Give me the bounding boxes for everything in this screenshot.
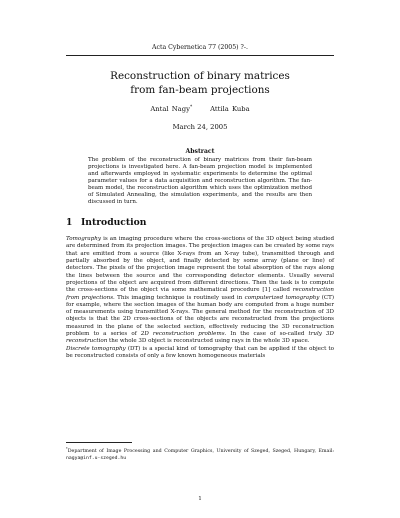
footnote-email: nagya@inf.u-szeged.hu — [66, 455, 127, 461]
footnote-rule — [66, 442, 132, 443]
title-line-2: from fan-beam projections — [130, 83, 270, 96]
footnote: *Department of Image Processing and Computer Graphics, University of Szeged, Szeged, Hungary, Email: nagya@inf.u-szeged.hu — [66, 447, 334, 461]
body-text — [66, 236, 334, 360]
paragraph-2: Discrete tomography (DT) is a special kind of tomography that can be applied if the object to be reconstructed consists of only a few known homogeneous materials — [66, 345, 335, 359]
paper-date: March 24, 2005 — [172, 123, 228, 131]
abstract-heading: Abstract — [185, 148, 215, 155]
author-list — [66, 103, 334, 114]
abstract-text: The problem of the reconstruction of binary matrices from their fan-beam projections is investigated here. A fan-beam projection model is implemented and afterwards employed in systematic experiments to determine the optimal parameter values for a data acquisition and reconstruction algorithm. The fan-beam model, the reconstruction algorithm which uses the optimization method of Simulated Annealing, the simulation experiments, and the results are then discussed in turn. — [88, 157, 312, 206]
section-heading — [66, 217, 334, 229]
paragraph-1: Tomography is an imaging procedure where the cross-sections of the 3D object being studied are determined from its projection images. The projection images can be created by some rays that are emitted from a source (like X-rays from an X-ray tube), transmitted through and partially absorbed by the object, and finally detected by some array (plane or line) of detectors. The pixels of the projection image represent the total absorption of the rays along the lines between the source and the corresponding detector elements. Usually several projections of the object are acquired from different directions. Then the task is to compute the cross-sections of the object via some mathematical procedure [1] called reconstruction from projections. This imaging technique is routinely used in computerized tomography (CT) for example, where the section images of the human body are computed from a huge number of measurements using transmitted X-rays. The general method for the reconstruction of 3D objects is that the 2D cross-sections of the objects are reconstructed from the projections measured in the plane of the selected section, effectively reducing the 3D reconstruction problem to a series of 2D reconstruction problems. In the case of so-called truly 3D reconstruction the whole 3D object is reconstructed using rays in the whole 3D space. — [66, 236, 334, 345]
term-2d-problems: 2D reconstruction problems — [140, 331, 225, 338]
term-ct: computerized tomography — [244, 294, 320, 301]
page-number: 1 — [198, 496, 202, 502]
section-title: Introduction — [81, 217, 147, 228]
header-rule — [66, 55, 334, 56]
author-2: Attila Kuba — [210, 105, 250, 113]
term-discrete-tomography: Discrete tomography — [66, 345, 126, 352]
term-reconstruction: reconstruction from projections — [66, 287, 334, 301]
author-1-footnote-mark: * — [189, 105, 193, 110]
section-number: 1 — [66, 217, 73, 228]
running-header: Acta Cybernetica 77 (2005) ?-. — [152, 44, 248, 51]
title-line-1: Reconstruction of binary matrices — [110, 70, 290, 82]
term-tomography: Tomography — [66, 236, 101, 242]
term-truly-3d: truly 3D reconstruction — [66, 331, 334, 345]
footnote-mark: * — [66, 447, 68, 451]
author-1: Antal Nagy — [150, 105, 190, 113]
paper-title — [66, 70, 334, 97]
